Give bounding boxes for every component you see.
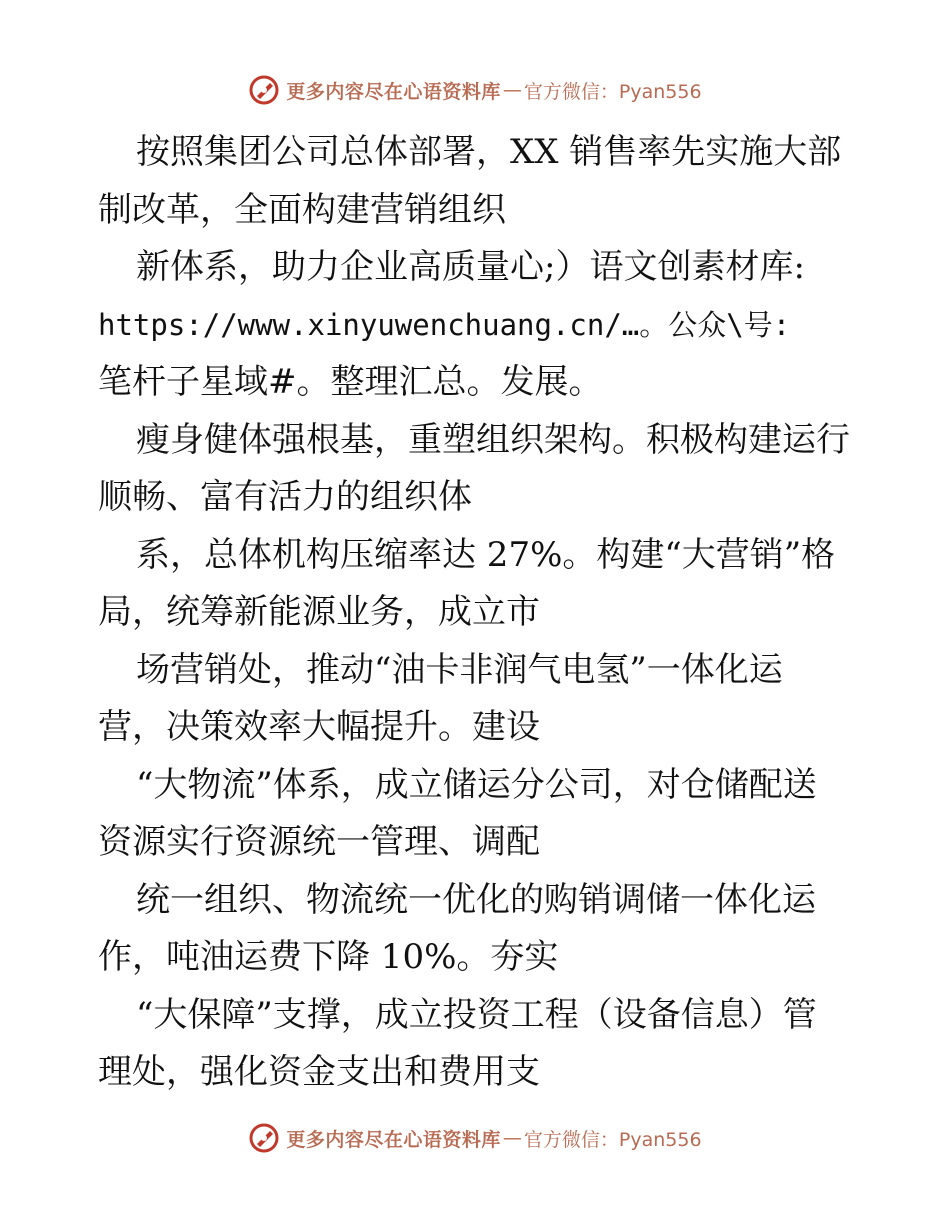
text-line: 作，吨油运费下降 10%。夯实 <box>98 937 559 977</box>
pen-logo-icon <box>248 74 280 106</box>
footer-watermark <box>0 1118 950 1158</box>
text-line: “大物流”体系，成立储运分公司，对仓储配送 <box>136 764 817 805</box>
text-line: 制改革，全面构建营销组织 <box>98 189 506 230</box>
text-line: 按照集团公司总体部署，XX 销售率先实施大部 <box>136 132 842 172</box>
text-line: 顺畅、富有活力的组织体 <box>98 477 472 517</box>
banner-main-text: 更多内容尽在心语资料库 <box>286 1128 501 1151</box>
banner-separator: — <box>502 79 522 101</box>
text-line: 统一组织、物流统一优化的购销调储一体化运 <box>136 879 816 920</box>
banner-wechat-text: 官方微信：Pyan556 <box>523 80 702 103</box>
header-watermark <box>0 70 950 110</box>
text-line: 系，总体机构压缩率达 27%。构建“大营销”格 <box>136 534 836 575</box>
text-line: 场营销处，推动“油卡非润气电氢”一体化运 <box>136 649 783 690</box>
text-line: 笔杆子星域#。整理汇总。发展。 <box>98 362 603 402</box>
banner-separator: — <box>502 1127 522 1149</box>
text-line: https://www.xinyuwenchuang.cn/…。公众\号: <box>98 307 791 342</box>
text-line: 瘦身健体强根基，重塑组织架构。积极构建运行 <box>136 419 850 460</box>
banner-main-text: 更多内容尽在心语资料库 <box>286 80 501 103</box>
text-line: 营，决策效率大幅提升。建设 <box>98 707 540 747</box>
text-line: 理处，强化资金支出和费用支 <box>98 1052 540 1092</box>
text-line: 资源实行资源统一管理、调配 <box>98 822 540 862</box>
text-line: 新体系，助力企业高质量心;）语文创素材库: <box>136 247 805 287</box>
text-line: “大保障”支撑，成立投资工程（设备信息）管 <box>136 994 817 1035</box>
text-line: 局，统筹新能源业务，成立市 <box>98 592 540 632</box>
banner-wechat-text: 官方微信：Pyan556 <box>523 1128 702 1151</box>
document-body <box>98 124 858 1102</box>
pen-logo-icon <box>248 1122 280 1154</box>
